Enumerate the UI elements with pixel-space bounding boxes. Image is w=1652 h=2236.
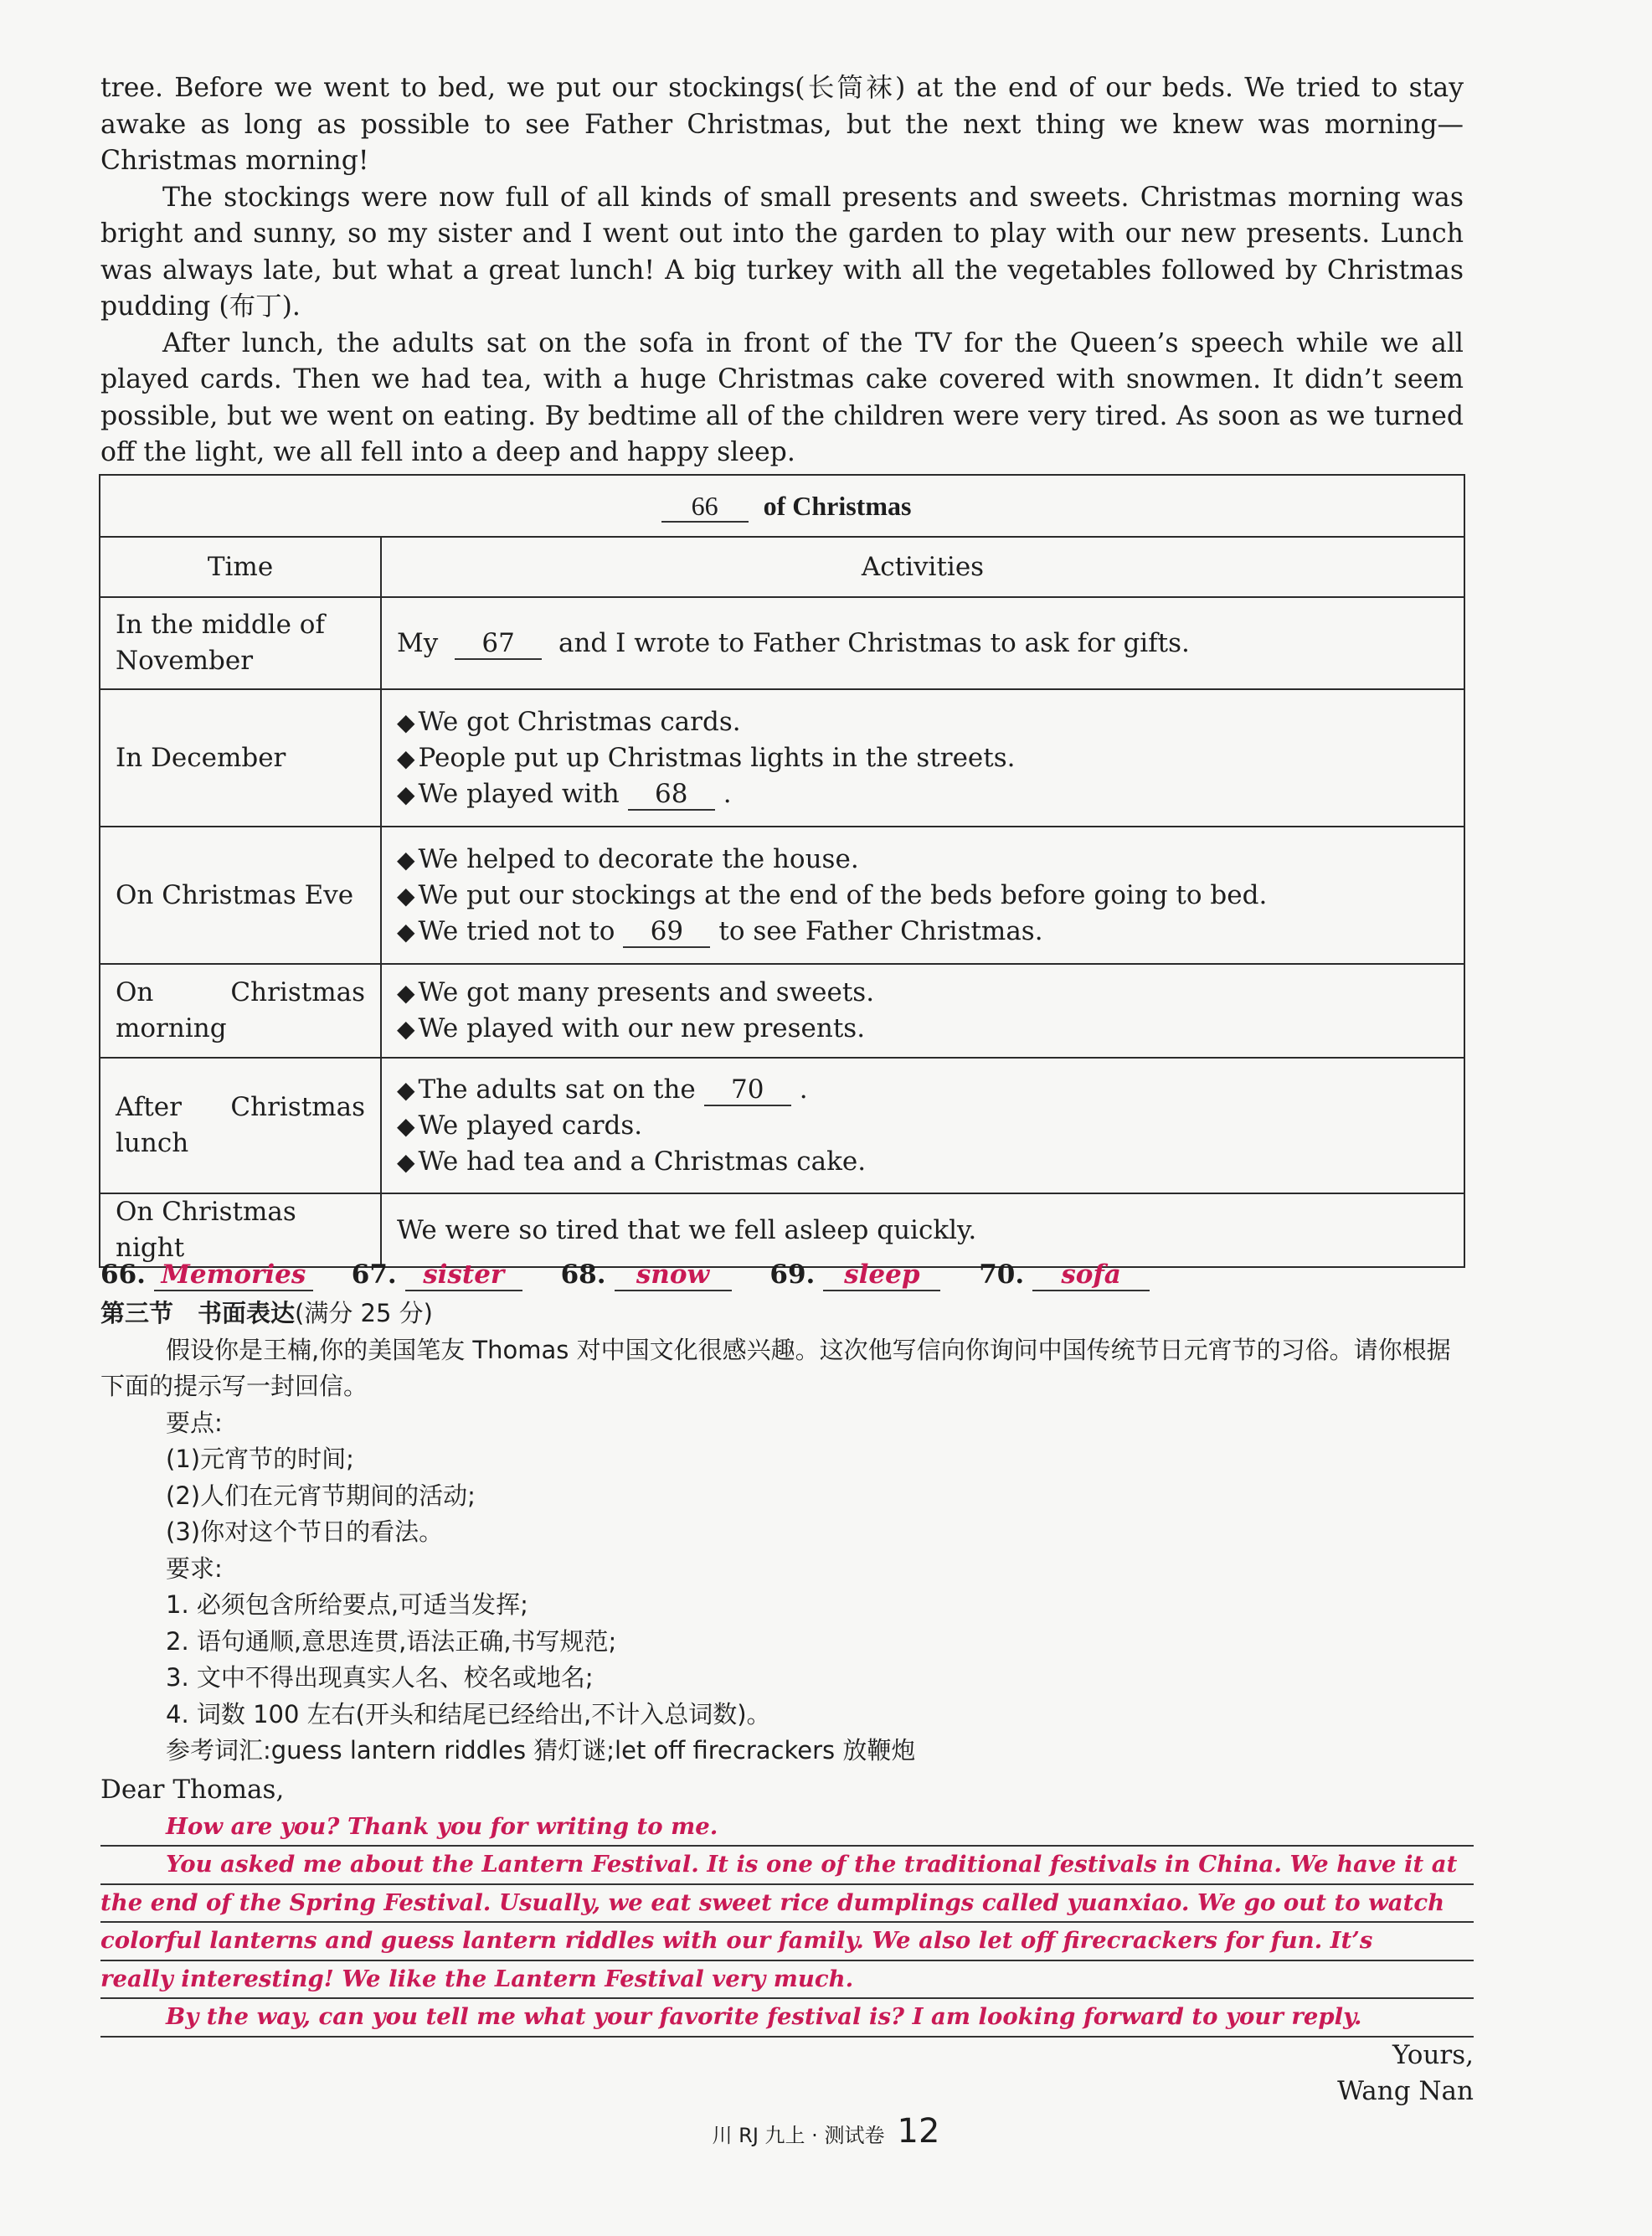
table-row (100, 964, 1464, 1058)
handwritten-line: How are you? Thank you for writing to me. (100, 1809, 1474, 1847)
passage-paragraph: tree. Before we went to bed, we put our stockings(长筒袜) at the end of our beds. We tried to stay awake as long as possible to see Father Christmas, but the next thing we knew was morning—Christmas morning! (100, 73, 1464, 176)
activities-cell (381, 1193, 1464, 1267)
activity-table (99, 474, 1465, 1268)
activity-text: We put our stockings at the end of the beds before going to bed. (418, 879, 1268, 910)
handwritten-line: By the way, can you tell me what your favorite festival is? I am looking forward to your reply. (100, 1999, 1474, 2038)
table-row (100, 597, 1464, 689)
table-row (100, 827, 1464, 964)
activity-text: My (397, 627, 439, 658)
letter-closing: Yours, (1392, 2039, 1474, 2070)
requirement-item: 4. 词数 100 左右(开头和结尾已经给出,不计入总词数)。 (166, 1699, 771, 1729)
letter (100, 1772, 1474, 2110)
diamond-bullet-icon: ◆ (397, 1015, 415, 1043)
section-heading: 第三节 书面表达(满分 25 分) (100, 1299, 433, 1327)
diamond-bullet-icon: ◆ (397, 917, 415, 945)
activity-line (397, 842, 1449, 878)
activity-text: We helped to decorate the house. (418, 843, 859, 874)
blank-68: 68 (628, 779, 715, 811)
time-cell: In the middle of November (100, 597, 381, 689)
table-row (100, 1058, 1464, 1193)
requirement-item: 1. 必须包含所给要点,可适当发挥; (166, 1590, 528, 1619)
answer-value: sleep (823, 1260, 940, 1291)
activity-text: We had tea and a Christmas cake. (418, 1146, 867, 1177)
activity-line (397, 914, 1449, 950)
time-word: On (116, 977, 154, 1007)
activities-cell (381, 597, 1464, 689)
time-cell (100, 1058, 381, 1193)
activity-line (397, 975, 1449, 1011)
activities-cell (381, 689, 1464, 827)
time-cell: On Christmas night (100, 1193, 381, 1267)
activity-line: We were so tired that we fell asleep quickly. (397, 1214, 977, 1245)
header-activities: Activities (381, 537, 1464, 597)
task-prompt: 假设你是王楠,你的美国笔友 Thomas 对中国文化很感兴趣。这次他写信向你询问中国传统节日元宵节的习俗。请你根据下面的提示写一封回信。 (100, 1335, 1451, 1400)
point-item: (1)元宵节的时间; (166, 1445, 354, 1473)
reading-passage (100, 70, 1464, 471)
table-row (100, 1193, 1464, 1267)
answer-66: 66. Memories (100, 1260, 313, 1291)
activity-text: We played with our new presents. (418, 1013, 866, 1043)
table-title-text: of Christmas (763, 490, 912, 521)
table-row (100, 689, 1464, 827)
activity-line (397, 1144, 1449, 1180)
time-cell (100, 964, 381, 1058)
blank-67: 67 (455, 628, 542, 660)
writing-task (100, 1296, 1474, 1770)
diamond-bullet-icon: ◆ (397, 1075, 415, 1104)
activity-text: We got many presents and sweets. (418, 977, 875, 1007)
activity-line (397, 1072, 1449, 1108)
points-label: 要点: (166, 1408, 223, 1437)
handwritten-line: the end of the Spring Festival. Usually, we eat sweet rice dumplings called yuanxiao. We go out to watch (100, 1885, 1474, 1924)
answer-value: sister (405, 1260, 522, 1291)
time-word: lunch (116, 1128, 189, 1158)
point-item: (3)你对这个节日的看法。 (166, 1517, 444, 1546)
diamond-bullet-icon: ◆ (397, 1147, 415, 1176)
activity-text: We got Christmas cards. (418, 706, 741, 737)
header-time: Time (100, 537, 381, 597)
answer-value: sofa (1032, 1260, 1150, 1291)
activity-line (397, 776, 1449, 812)
time-word: Christmas (230, 977, 365, 1007)
handwritten-line: You asked me about the Lantern Festival. It is one of the traditional festivals in China. We have it at (100, 1847, 1474, 1885)
diamond-bullet-icon: ◆ (397, 979, 415, 1007)
activity-text: and I wrote to Father Christmas to ask for gifts. (558, 627, 1190, 658)
diamond-bullet-icon: ◆ (397, 744, 415, 772)
answer-70: 70. sofa (979, 1260, 1150, 1291)
letter-signature: Wang Nan (1337, 2076, 1474, 2106)
blank-66: 66 (661, 491, 749, 523)
activity-line (397, 1108, 1449, 1144)
activity-line (397, 704, 1449, 740)
answer-row (100, 1260, 1180, 1291)
handwritten-line: really interesting! We like the Lantern Festival very much. (100, 1961, 1474, 2000)
requirement-item: 3. 文中不得出现真实人名、校名或地名; (166, 1663, 594, 1692)
blank-69: 69 (623, 916, 710, 948)
footer-text: 川 RJ 九上 · 测试卷 (712, 2124, 885, 2147)
activity-text: We tried not to (418, 915, 615, 946)
diamond-bullet-icon: ◆ (397, 845, 415, 873)
activity-line (397, 626, 1449, 662)
activity-line (397, 740, 1449, 776)
answer-68: 68. snow (561, 1260, 732, 1291)
page-number: 12 (897, 2112, 940, 2151)
time-word: After (116, 1092, 182, 1122)
activity-text: The adults sat on the (418, 1074, 696, 1105)
activity-text: to see Father Christmas. (718, 915, 1043, 946)
answer-value: Memories (154, 1260, 313, 1291)
activity-line (397, 1011, 1449, 1047)
time-word: Christmas (230, 1092, 365, 1122)
diamond-bullet-icon: ◆ (397, 780, 415, 808)
answer-value: snow (615, 1260, 732, 1291)
activity-text: We played cards. (418, 1110, 643, 1141)
table-title (100, 475, 1464, 537)
blank-70: 70 (704, 1074, 791, 1106)
letter-greeting: Dear Thomas, (100, 1775, 285, 1805)
activity-text: . (799, 1074, 808, 1105)
activity-line (397, 878, 1449, 914)
time-cell: In December (100, 689, 381, 827)
passage-paragraph: After lunch, the adults sat on the sofa in front of the TV for the Queen’s speech while we all played cards. Then we had tea, with a huge Christmas cake covered with snowmen. It didn’t seem possible, but we went on eating. By bedtime all of the children were very tired. As soon as we turned off the light, we all fell into a deep and happy sleep. (100, 327, 1464, 467)
diamond-bullet-icon: ◆ (397, 881, 415, 909)
time-word: morning (116, 1013, 227, 1043)
activities-cell (381, 1058, 1464, 1193)
requirement-item: 2. 语句通顺,意思连贯,语法正确,书写规范; (166, 1626, 617, 1656)
activity-text: . (723, 778, 732, 809)
page-footer (0, 2112, 1652, 2151)
requirements-label: 要求: (166, 1553, 223, 1583)
point-item: (2)人们在元宵节期间的活动; (166, 1481, 476, 1510)
handwritten-line: colorful lanterns and guess lantern riddles with our family. We also let off firecrackers for fun. It’s (100, 1923, 1474, 1961)
activity-text: We played with (418, 778, 620, 809)
vocabulary-hint: 参考词汇:guess lantern riddles 猜灯谜;let off firecrackers 放鞭炮 (166, 1736, 916, 1765)
diamond-bullet-icon: ◆ (397, 1111, 415, 1140)
diamond-bullet-icon: ◆ (397, 708, 415, 736)
answer-67: 67. sister (352, 1260, 522, 1291)
answer-69: 69. sleep (769, 1260, 940, 1291)
activity-text: People put up Christmas lights in the streets. (418, 742, 1016, 773)
time-cell: On Christmas Eve (100, 827, 381, 964)
passage-paragraph: The stockings were now full of all kinds of small presents and sweets. Christmas morning was bright and sunny, so my sister and I went out into the garden to play with our new presents. Lunch was always late, but what a great lunch! A big turkey with all the vegetables followed by Christmas pudding (布丁). (100, 182, 1464, 322)
activities-cell (381, 964, 1464, 1058)
activities-cell (381, 827, 1464, 964)
